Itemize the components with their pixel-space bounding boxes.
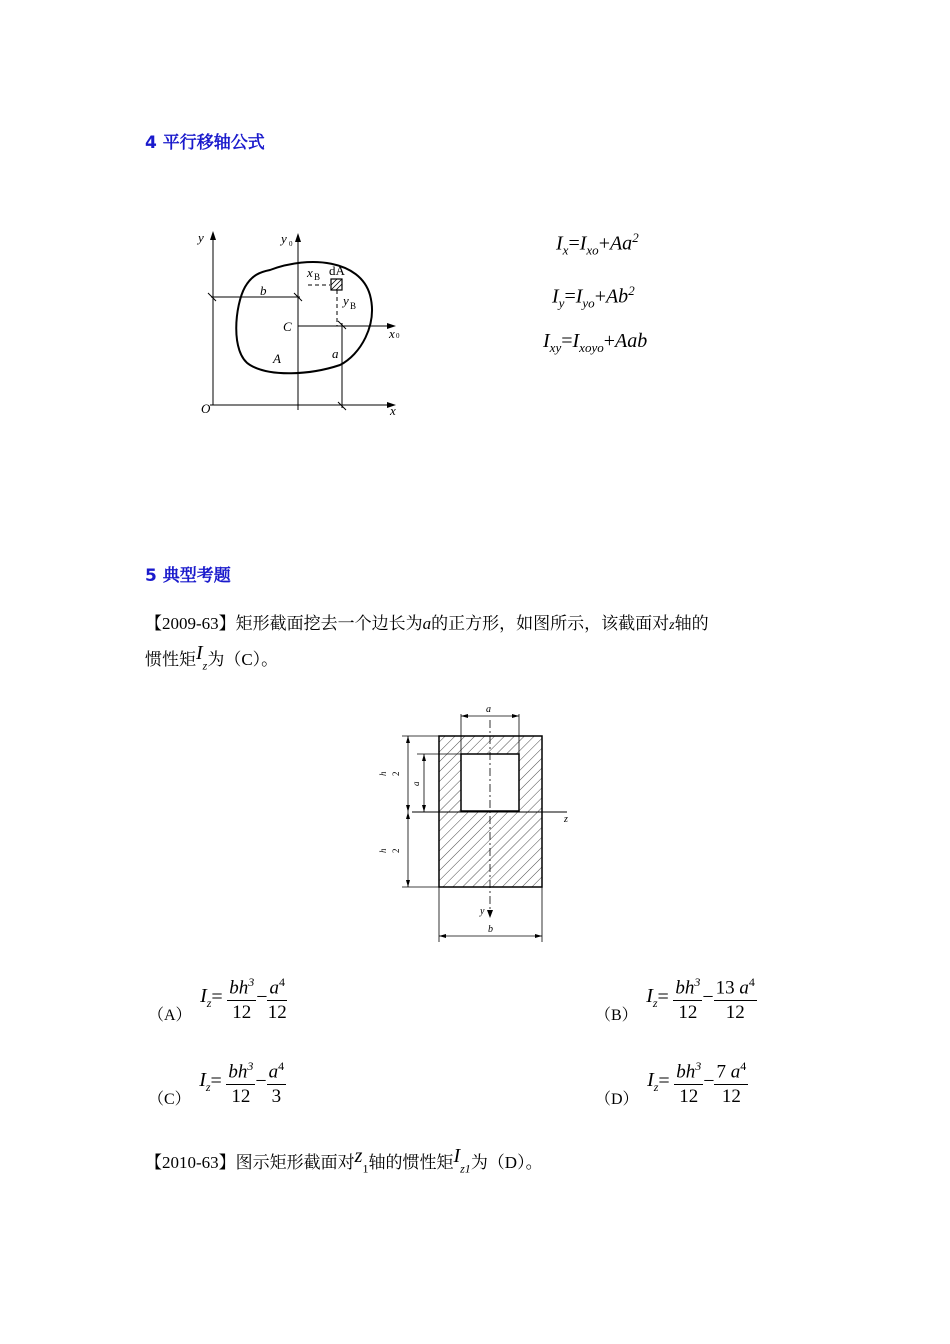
label-x0-sub: 0 (396, 332, 400, 340)
label-y0: y (281, 231, 287, 246)
option-c-label: （C） (148, 1091, 191, 1109)
label-yB-sub: B (350, 301, 357, 311)
label-h-top: h (378, 771, 388, 776)
question-2010-63: 【2010-63】图示矩形截面对$z_1$轴的惯性矩$I_{z1}$为（D）。 (145, 1145, 543, 1176)
label-x0: x (389, 326, 395, 341)
label-C: C (283, 319, 292, 334)
question-tag: 【2009-63】 (145, 614, 236, 633)
label-two-bot: 2 (391, 848, 401, 853)
label-dA: dA (329, 263, 345, 278)
question-tag-2010: 【2010-63】 (145, 1153, 236, 1172)
label-A: A (273, 351, 281, 366)
option-b-label: （B） (595, 1007, 638, 1025)
label-a-top: a (486, 704, 491, 715)
label-two-top: 2 (391, 771, 401, 776)
label-h-bot: h (378, 848, 388, 853)
option-b[interactable]: （B） $I_z=$ $\frac{bh^3}{12}$ − $\frac{13 a^4}{12}$ (595, 970, 757, 1025)
label-yB: y (343, 293, 349, 308)
label-z: z (564, 814, 568, 825)
label-x: x (390, 403, 396, 418)
option-c[interactable]: （C） $I_z=$ $\frac{bh^3}{12}$ − $\frac{a^4}{3}$ (148, 1054, 286, 1109)
hollow-rect-figure (372, 700, 582, 950)
label-y0-sub: 0 (289, 240, 293, 248)
formula-ixy: $I_{xy}=I_{xoyo}+Aab$ (543, 330, 648, 355)
formula-iy: $I_y=I_{yo}+Ab^2$ (552, 283, 635, 311)
question-2009-63-line2: 惯性矩$I_z$为（C）。 (145, 642, 279, 673)
option-a-label: （A） (148, 1007, 192, 1025)
parallel-axis-figure (190, 225, 420, 425)
label-a-side: a (411, 781, 421, 786)
label-b: b (260, 283, 267, 298)
label-y: y (198, 230, 204, 245)
option-d[interactable]: （D） $I_z=$ $\frac{bh^3}{12}$ − $\frac{7 a^4}{12}$ (595, 1054, 748, 1109)
label-O: O (201, 401, 211, 416)
label-xB-sub: B (314, 272, 321, 282)
question-2009-63: 【2009-63】矩形截面挖去一个边长为a的正方形，如图所示，该截面对z轴的 (145, 614, 709, 633)
label-y: y (480, 906, 485, 917)
label-a: a (332, 346, 339, 361)
formula-ix: $I_x=I_{xo}+Aa^2$ (556, 230, 639, 258)
section-5-heading: 5 典型考题 (145, 566, 231, 586)
option-d-label: （D） (595, 1091, 639, 1109)
section-4-heading: 4 平行移轴公式 (145, 133, 265, 153)
option-a[interactable]: （A） $I_z=$ $\frac{bh^3}{12}$ − $\frac{a^4}{12}$ (148, 970, 287, 1025)
label-xB: x (307, 265, 313, 280)
label-b: b (488, 924, 493, 935)
